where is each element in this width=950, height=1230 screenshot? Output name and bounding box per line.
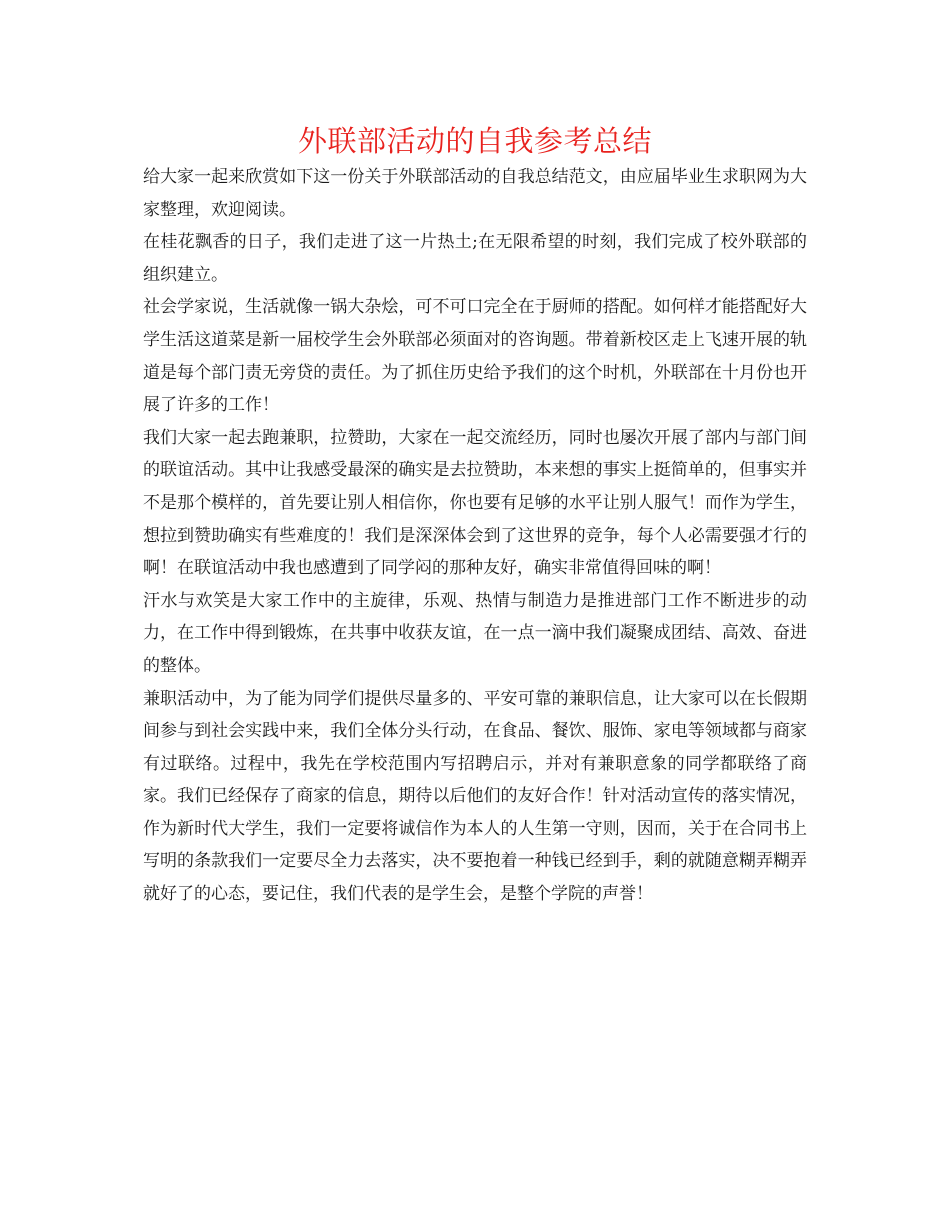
paragraph-intro: 给大家一起来欣赏如下这一份关于外联部活动的自我总结范文，由应届毕业生求职网为大家整理，欢迎阅读。 bbox=[143, 167, 807, 220]
paragraph-founding: 在桂花飘香的日子，我们走进了这一片热土;在无限希望的时刻，我们完成了校外联部的组织建立。 bbox=[143, 232, 807, 285]
paragraph-sociologist: 社会学家说，生活就像一锅大杂烩，可不可口完全在于厨师的搭配。如何样才能搭配好大学生活这道菜是新一届校学生会外联部必须面对的咨询题。带着新校区走上飞速开展的轨道是每个部门责无旁贷的责任。为了抓住历史给予我们的这个时机，外联部在十月份也开展了许多的工作！ bbox=[143, 297, 807, 416]
paragraph-part-time: 兼职活动中，为了能为同学们提供尽量多的、平安可靠的兼职信息，让大家可以在长假期间参与到社会实践中来，我们全体分头行动，在食品、餐饮、服饰、家电等领域都与商家有过联络。过程中，我先在学校范围内写招聘启示，并对有兼职意象的同学都联络了商家。我们已经保存了商家的信息，期待以后他们的友好合作！针对活动宣传的落实情况，作为新时代大学生，我们一定要将诚信作为本人的人生第一守则，因而，关于在合同书上写明的条款我们一定要尽全力去落实，决不要抱着一种钱已经到手，剩的就随意糊弄糊弄就好了的心态，要记住，我们代表的是学生会，是整个学院的声誉！ bbox=[143, 688, 807, 905]
document-title: 外联部活动的自我参考总结 bbox=[297, 124, 652, 158]
paragraph-sponsorship: 我们大家一起去跑兼职，拉赞助，大家在一起交流经历，同时也屡次开展了部内与部门间的联谊活动。其中让我感受最深的确实是去拉赞助，本来想的事实上挺简单的，但事实并不是那个模样的，首先要让别人相信你，你也要有足够的水平让别人服气！而作为学生，想拉到赞助确实有些难度的！我们是深深体会到了这世界的竞争，每个人必需要强才行的啊！在联谊活动中我也感遭到了同学闷的那种友好，确实非常值得回味的啊！ bbox=[143, 427, 807, 579]
paragraph-teamwork: 汗水与欢笑是大家工作中的主旋律，乐观、热情与制造力是推进部门工作不断进步的动力，在工作中得到锻炼，在共事中收获友谊，在一点一滴中我们凝聚成团结、高效、奋进的整体。 bbox=[143, 590, 807, 676]
document-body bbox=[143, 161, 807, 911]
